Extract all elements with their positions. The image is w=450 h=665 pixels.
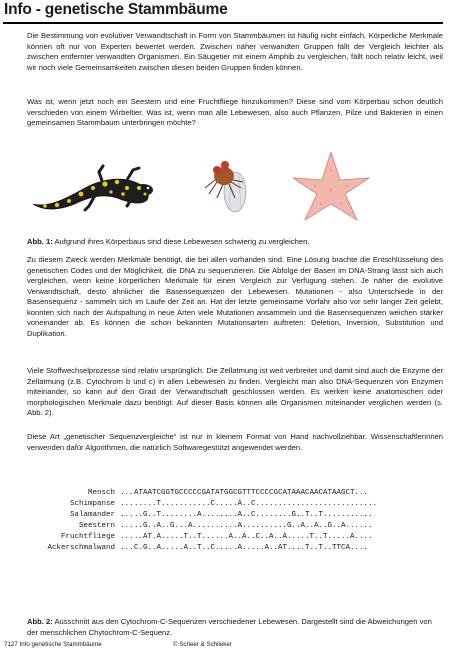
question-paragraph: Was ist, wenn jetzt noch ein Seestern und eine Fruchtfliege hinzukommen? Diese sind vom Körperbau schon deutlich verschieden von einem Wirbeltier. Was ist, wenn man alle Lebewesen, also auch Pflanzen, Pilze und Bakterien in einen gemeinsamen Stammbaum unterbringen möchte? — [27, 97, 443, 127]
organisms-illustration — [27, 148, 437, 223]
sequence-ellipsis-start: ... — [120, 489, 134, 497]
species-name: Salamander — [69, 511, 115, 519]
sequence-ellipsis-start: ... — [120, 522, 134, 530]
species-name: Fruchtfliege — [60, 533, 115, 541]
fruit-fly-icon — [205, 161, 246, 212]
sequence-row — [27, 510, 447, 521]
dna-sequence: ..AT.A.....T..T......A..A..C..A..A.....T..T.....A. — [134, 533, 360, 541]
cellular-respiration-paragraph: Viele Stoffwechselprozesse sind relativ ursprünglich. Die Zellatmung ist weit verbreitet und damit sind auch die Enzyme der Zellatmung (z.B. Cytochrom b und c) in allen Lebewesen zu finden. Vergleicht man also DNA-Sequenzen von Enzymen miteinander, so kann auf den Grad der Verwandtschaft geschlossen werden. Es werken keine anatomischen oder morphologischen Merkmale dazu benötigt. Auf dieser Basis können alle Organismen miteinander verglichen werden (s. Abb. 2). — [27, 366, 443, 417]
sequence-ellipsis-start: ... — [120, 544, 134, 552]
page-title: Info - genetische Stammbäume — [4, 1, 228, 18]
figure-1-caption-text: Aufgrund ihres Körperbaus sind diese Lebewesen schwierig zu vergleichen. — [54, 237, 310, 246]
dna-sequence: ATAATCGGTGCCCCCGATATGGCGTTTCCCCGCATAAACAACATAAGCT — [134, 489, 355, 497]
species-name: Mensch — [87, 489, 115, 497]
starfish-icon — [293, 152, 369, 220]
sequence-row — [27, 521, 447, 532]
dna-sequence: C.G..A.....A..T..C.....A.....A..AT....T..T..TTCA. — [134, 544, 355, 552]
dna-sequencing-paragraph: Zu diesem Zweck werden Merkmale benötigt, die bei allen vorhanden sind. Eine Lösung brachte die Entschlüsselung des genetischen Codes und der Möglichkeit, die DNA zu sequenzieren. Die Abfolge der Basen im DNA-Strang lässt sich auch vergleichen, wenn keine körperlichen Merkmale für einen Vergleich zur Verfügung stehen. Je näher die evolutive Verwandtschaft, desto ähnlicher die Basensequenzen der Lebewesen. Mutationen - also Unterschiede in der Basensequenz - sammeln sich im Laufe der Zeit an. Hat der letzte gemeinsame Vorfahr also vor sehr langer Zeit gelebt, konnten sich nach der Aufspaltung in neue Arten viele Mutationen ansammeln und die Basensequenzen weichen stärker voneinander ab. Es können die schon bekannten Mutationsarten auftreten: Deletion, Inversion, Substitution und Duplikation. — [27, 255, 443, 338]
sequence-ellipsis-end: ... — [354, 544, 369, 552]
sequence-ellipsis-end: ... — [359, 511, 373, 519]
title-underline — [3, 22, 443, 24]
sequence-row — [27, 488, 447, 499]
sequence-alignment — [27, 488, 447, 554]
species-name: Seestern — [78, 522, 115, 530]
sequence-row — [27, 499, 447, 510]
sequence-ellipsis-start: ... — [120, 533, 134, 541]
sequence-row — [27, 532, 447, 543]
species-name: Schimpanse — [69, 500, 115, 508]
sequence-ellipsis-end: ... — [363, 500, 378, 508]
figure-1-caption-label: Abb. 1: — [27, 237, 53, 246]
figure-2-caption-label: Abb. 2: — [27, 617, 53, 626]
sequence-comparison-paragraph: Diese Art „genetischer Sequenzvergleiche“ ist nur in kleinem Format von Hand nachvollziehbar. Wissenschaftlerinnen verwenden dafür Algorithmen, die natürlich Softwaregestützt angewendet werden. — [27, 432, 443, 452]
figure-1-caption — [27, 237, 443, 248]
species-name: Ackerschmalwand — [47, 544, 115, 552]
dna-sequence: ..G..T........A........A..C........G..T..T........ — [134, 511, 360, 519]
sequence-ellipsis-start: ... — [120, 511, 134, 519]
sequence-ellipsis-start: ... — [120, 500, 134, 508]
footer-copyright: © Scheer & Schlieker — [173, 641, 232, 648]
sequence-ellipsis-end: ... — [359, 522, 373, 530]
sequence-ellipsis-end: ... — [354, 489, 369, 497]
sequence-ellipsis-end: ... — [359, 533, 373, 541]
dna-sequence: .....T...........C.....A..C........................ — [134, 500, 364, 508]
footer-document-id: 7127 Info genetische Stammbäume — [4, 641, 102, 648]
figure-1-illustrations — [27, 148, 437, 223]
sequence-row — [27, 543, 447, 554]
intro-paragraph: Die Bestimmung von evolutiver Verwandtschaft in Form von Stammbäumen ist häufig nicht einfach. Körperliche Merkmale können oft nur von Experten bewertet werden. Zwischen näher verwandten Gruppen fällt der Vergleich leichter als zwischen entfernter verwandten Organismen. Ein Säugetier mit einem Amphib zu vergleichen, fällt noch relativ leicht, weil wir noch viele Gemeinsamkeiten zwischen diesen beiden Gruppen finden können. — [27, 31, 443, 72]
figure-2-caption — [27, 617, 443, 638]
salamander-icon — [33, 166, 153, 210]
figure-2-caption-text: Ausschnitt aus den Cytochrom-C-Sequenzen verschiedener Lebewesen. Dargestellt sind die Abweichungen von der menschlichen Chytochrom-C-Sequenz. — [27, 617, 432, 637]
dna-sequence: ..G..A..G...A..........A..........G..A..A..G..A... — [134, 522, 360, 530]
